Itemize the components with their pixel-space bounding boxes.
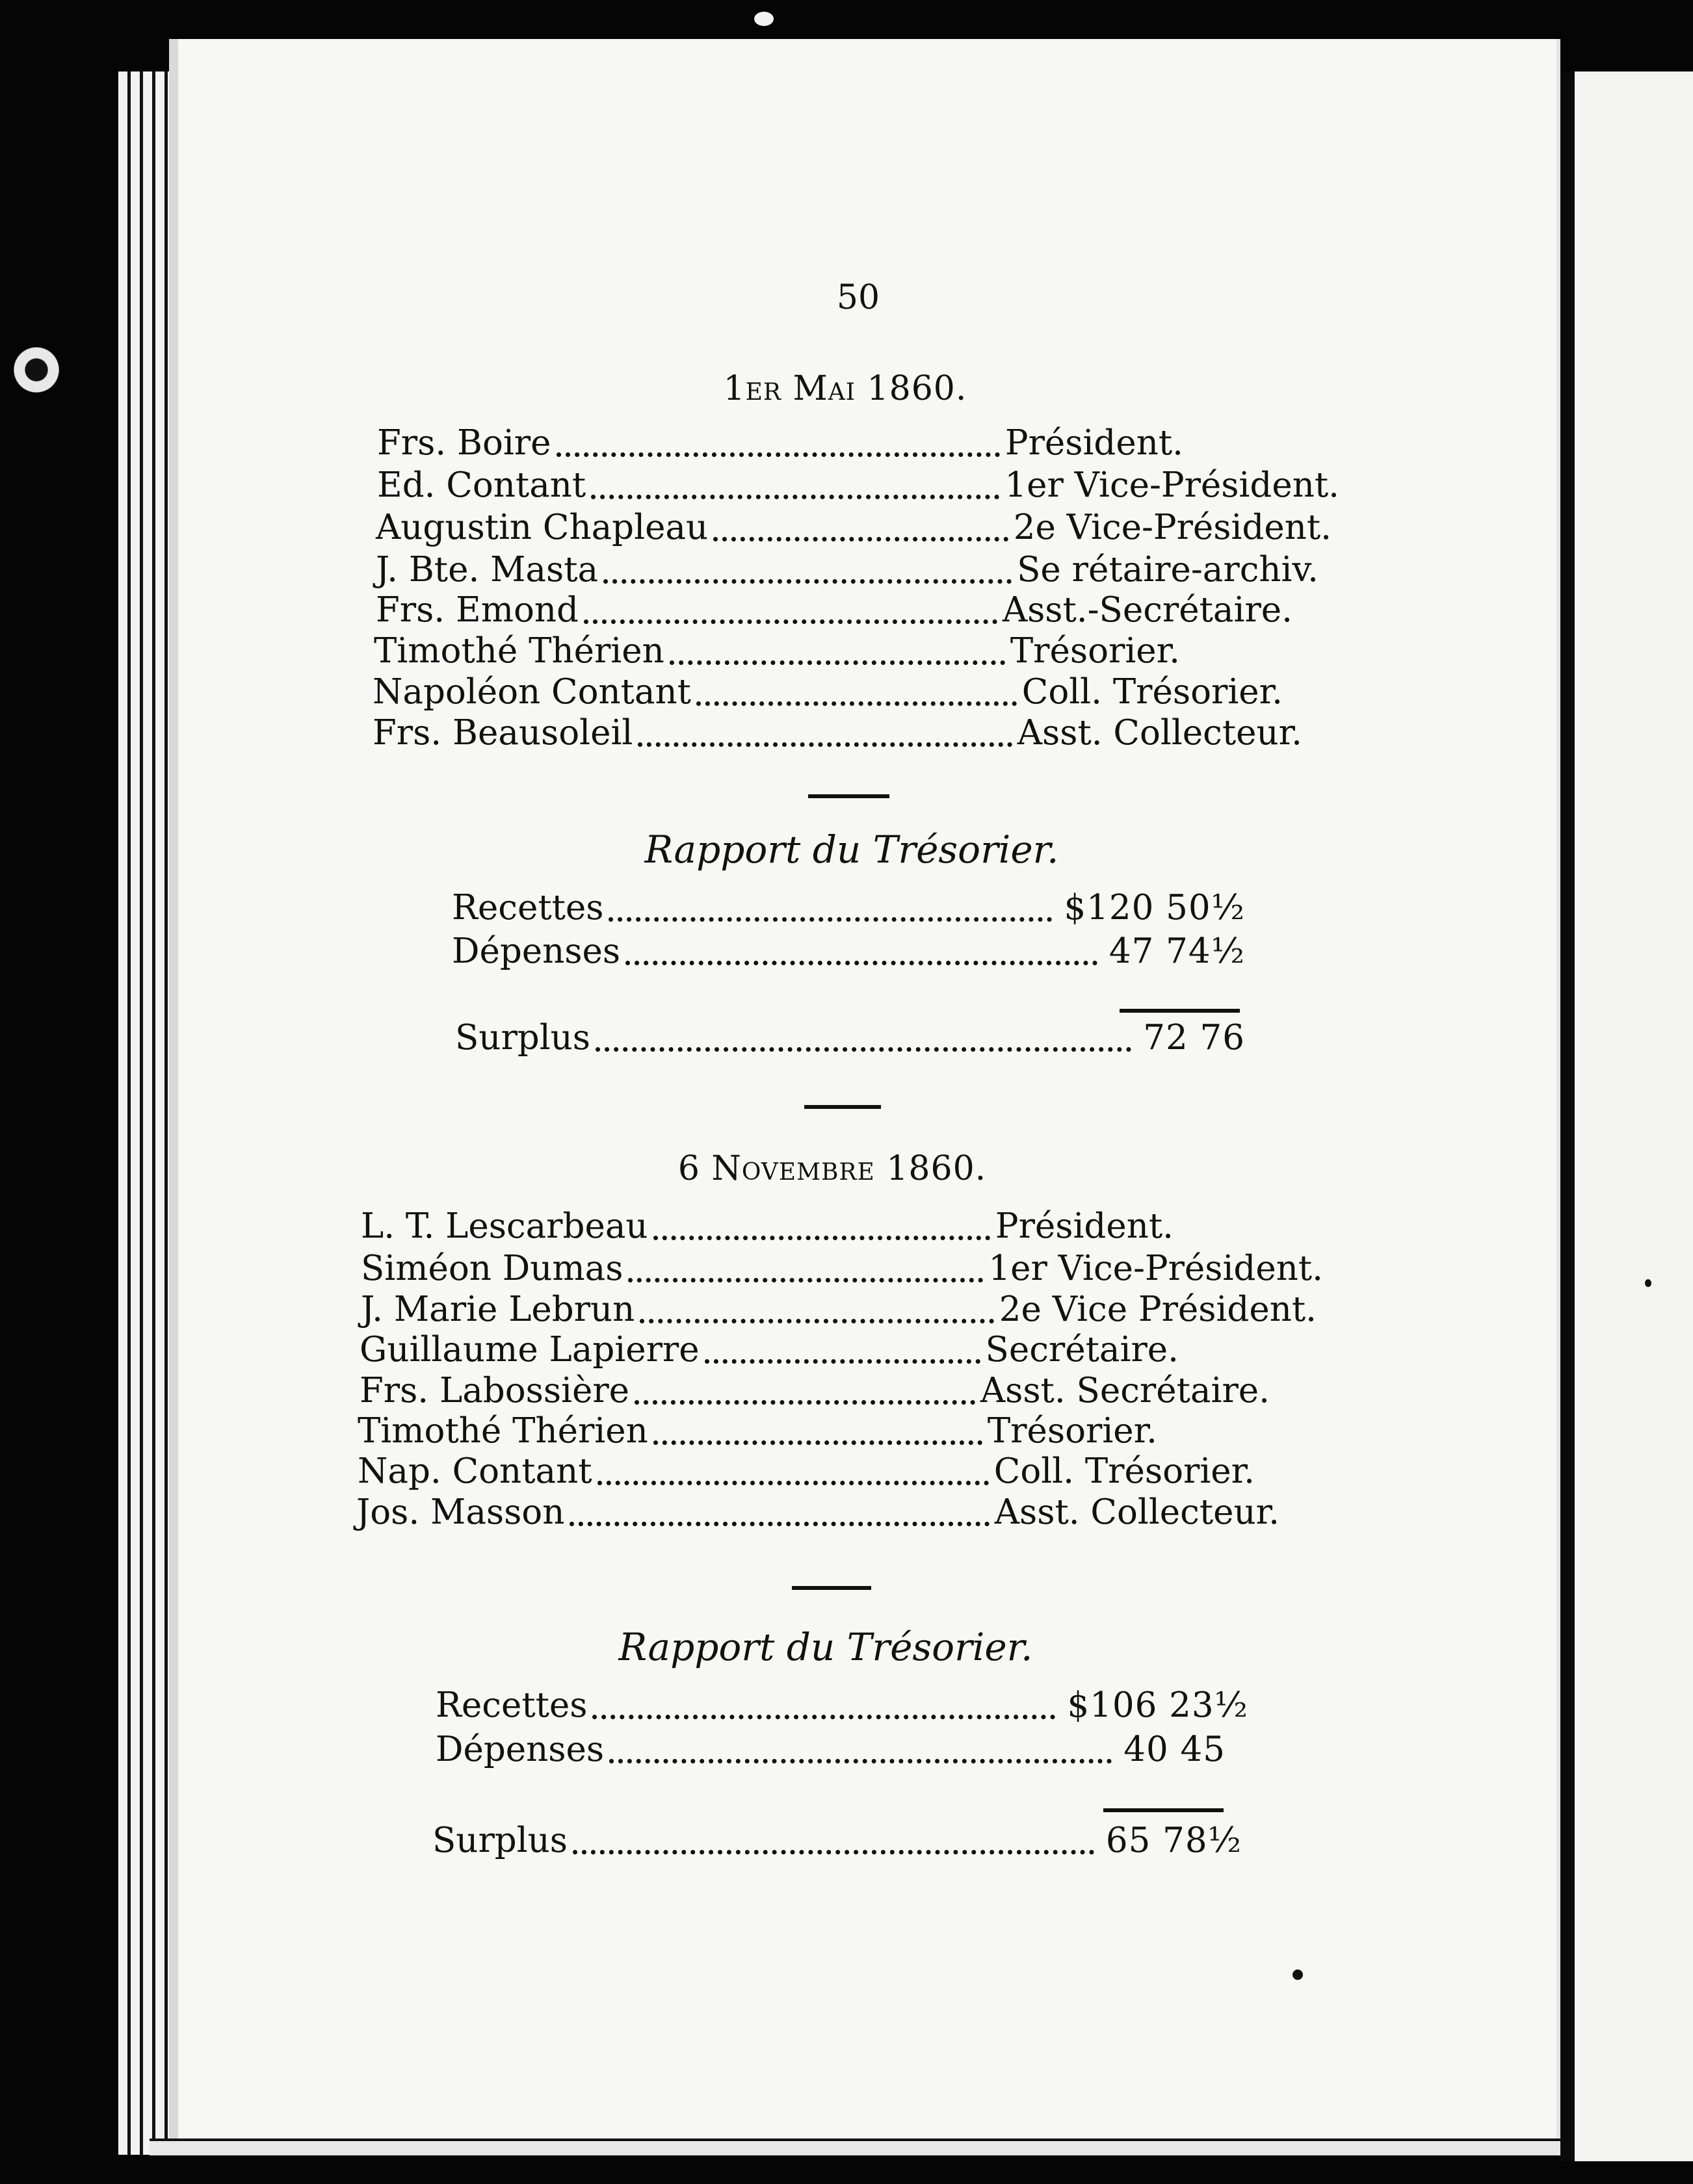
sum-rule [1103,1808,1224,1812]
officer-row [376,549,1319,591]
dot-leader [609,913,1052,922]
officer-row [360,1329,1179,1371]
officer-name: Timothé Thérien [358,1411,648,1451]
report-label: Surplus [432,1821,568,1860]
dot-leader [603,575,1012,584]
officer-row [373,671,1283,713]
dot-leader [670,656,1005,665]
report-row-depenses [452,931,1245,972]
officer-row [377,422,1183,464]
section-divider [792,1586,871,1590]
dot-leader [625,957,1097,965]
officer-row [356,1492,1280,1533]
report-label: Recettes [452,888,604,928]
report-label: Recettes [436,1685,588,1725]
officer-name: Frs. Beausoleil [373,713,633,753]
report-row-surplus [455,1017,1245,1059]
officer-row [373,712,1302,754]
date-heading: 1er Mai 1860. [723,369,967,408]
dot-leader [696,697,1017,706]
officer-title: Secrétaire. [985,1330,1179,1370]
page-number: 50 [836,278,880,317]
officer-title: Asst. Secrétaire. [980,1371,1270,1410]
officer-row [374,630,1180,672]
report-amount: $106 23½ [1067,1685,1248,1725]
officer-title: 1er Vice-Président. [988,1249,1323,1288]
officer-name: Timothé Thérien [374,631,664,671]
officer-row [360,1370,1270,1412]
report-amount: 65 78½ [1105,1821,1242,1860]
officer-name: Jos. Masson [356,1492,565,1532]
officer-row [358,1451,1255,1492]
dot-leader [713,533,1008,541]
officer-title: 2e Vice Président. [999,1290,1317,1329]
dot-leader [653,1232,990,1240]
dot-leader [570,1518,989,1526]
report-amount: 72 76 [1143,1018,1245,1058]
dot-leader [591,491,999,499]
report-label: Surplus [455,1018,590,1058]
dot-leader [584,616,997,624]
date-heading: 6 Novembre 1860. [677,1149,987,1188]
officer-name: Nap. Contant [358,1451,592,1491]
dot-leader [705,1355,980,1364]
sum-rule [1120,1009,1240,1013]
officer-name: Frs. Emond [376,590,579,630]
officer-title: Coll. Trésorier. [1021,672,1283,712]
dot-leader [638,738,1012,747]
dot-leader [653,1436,982,1445]
report-amount: 47 74½ [1109,931,1245,971]
officer-name: Guillaume Lapierre [360,1330,700,1370]
officer-row [377,465,1339,506]
report-amount: $120 50½ [1064,888,1245,928]
officer-name: Siméon Dumas [361,1249,623,1288]
officer-title: Asst. Collecteur. [1017,713,1302,753]
dot-leader [640,1315,993,1323]
dot-leader [557,448,1000,457]
report-label: Dépenses [452,931,621,971]
officer-name: Frs. Boire [377,423,551,463]
officer-title: Trésorier. [987,1411,1157,1451]
officer-name: Napoléon Contant [373,672,691,712]
officer-title: Coll. Trésorier. [993,1451,1255,1491]
officer-name: Ed. Contant [377,465,586,505]
section-divider [804,1105,881,1109]
officer-title: Asst. Collecteur. [994,1492,1280,1532]
dot-leader [573,1846,1094,1854]
dot-leader [596,1043,1131,1052]
officer-title: 2e Vice-Président. [1013,508,1332,547]
officer-name: L. T. Lescarbeau [361,1206,648,1246]
officer-title: Trésorier. [1010,631,1180,671]
officer-row [376,507,1332,549]
report-row-recettes [452,887,1245,929]
officer-row [361,1248,1323,1290]
officer-title: Président. [995,1206,1174,1246]
dot-leader [635,1396,975,1405]
officer-row [358,1410,1157,1452]
report-row-depenses [436,1729,1226,1771]
report-row-recettes [436,1685,1248,1726]
officer-row [361,1289,1317,1331]
officer-name: J. Marie Lebrun [361,1290,635,1329]
section-divider [808,794,889,798]
dot-leader [628,1274,983,1282]
dot-leader [609,1755,1112,1763]
report-title: Rapport du Trésorier. [618,1625,1033,1669]
report-row-surplus [432,1820,1242,1862]
officer-title: Se rétaire-archiv. [1017,550,1319,590]
report-amount: 40 45 [1123,1730,1226,1769]
officer-title: 1er Vice-Président. [1004,465,1339,505]
officer-row [376,590,1293,631]
officer-name: J. Bte. Masta [376,550,599,590]
report-title: Rapport du Trésorier. [644,827,1059,872]
officer-name: Augustin Chapleau [376,508,709,547]
officer-name: Frs. Labossière [360,1371,630,1410]
report-label: Dépenses [436,1730,605,1769]
officer-title: Asst.-Secrétaire. [1002,590,1293,630]
dot-leader [592,1711,1055,1719]
officer-row [361,1206,1174,1247]
dot-leader [597,1477,989,1485]
officer-title: Président. [1004,423,1183,463]
